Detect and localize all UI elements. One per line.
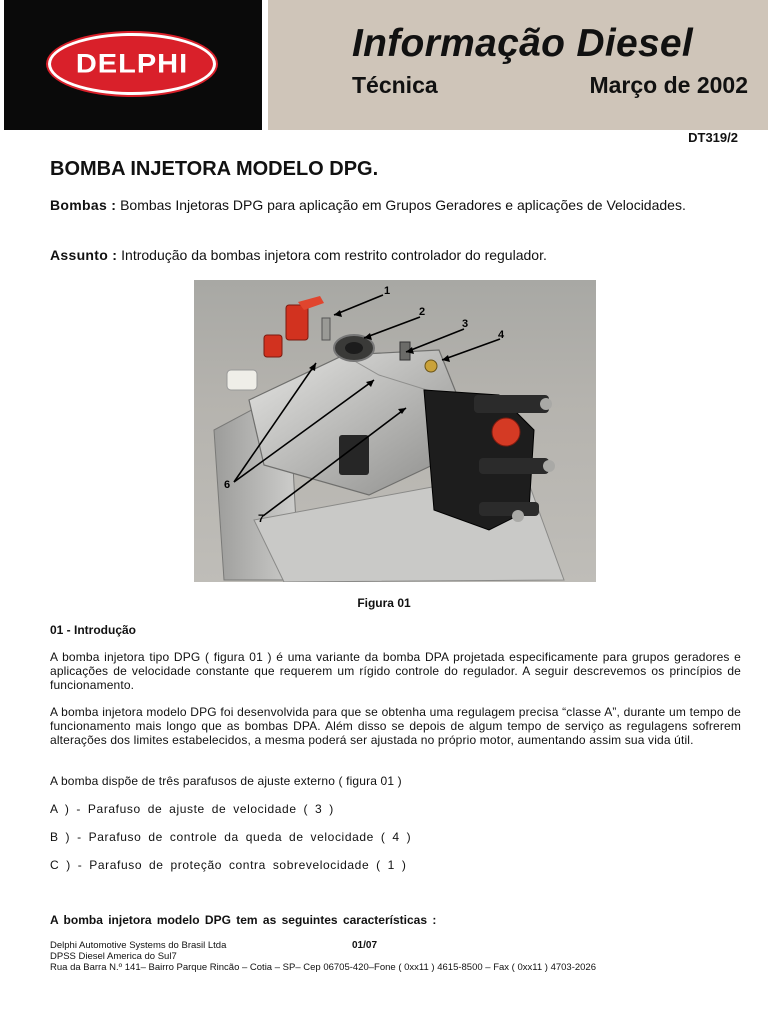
header-title: Informação Diesel [352,22,694,65]
list-item: A ) - Parafuso de ajuste de velocidade ( 3 ) [50,802,334,816]
pump-illustration [194,280,596,582]
header-date: Março de 2002 [589,72,748,98]
callout-2: 2 [419,306,426,318]
callout-4: 4 [498,329,505,341]
bombas-text: Bombas Injetoras DPG para aplicação em Grupos Geradores e aplicações de Velocidades. [116,197,686,213]
intro-paragraph-1: A bomba injetora tipo DPG ( figura 01 ) é uma variante da bomba DPA projetada especificamente para grupos geradores e aplicações de velocidade constante que requerem um rígido controle do regulador. A seguir descrevemos os princípios de funcionamento. [50,650,741,692]
assunto-label: Assunto : [50,247,118,263]
figure-caption: Figura 01 [357,596,411,610]
document-code: DT319/2 [688,130,738,145]
callout-7: 7 [258,513,265,525]
callout-6: 6 [224,479,231,491]
callout-3: 3 [462,318,469,330]
pump-photo [194,280,596,582]
callout-1: 1 [384,285,391,297]
footer-division: DPSS Diesel America do Sul7 [50,951,177,962]
footer-company: Delphi Automotive Systems do Brasil Ltda [50,940,227,951]
intro-paragraph-2: A bomba injetora modelo DPG foi desenvolvida para que se obtenha uma regulagem precisa “classe A”, durante um tempo de funcionamento mais longo que as bombas DPA. Além disso se depois de algum tempo de serviço as regulagens sofrerem alterações dos limites estabelecidos, a mesma poderá ser ajustada no próprio motor, aumentando assim sua vida útil. [50,705,741,747]
assunto-paragraph [50,247,690,263]
assunto-text: Introdução da bombas injetora com restrito controlador do regulador. [117,247,547,263]
header-subtitle: Técnica [352,72,438,98]
intro-paragraph-3: A bomba dispõe de três parafusos de ajuste externo ( figura 01 ) [50,774,402,788]
footer-address: Rua da Barra N.º 141– Bairro Parque Rincão – Cotia – SP– Cep 06705-420–Fone ( 0xx11 ) 4615-8500 – Fax ( 0xx11 ) 4703-2026 [50,962,597,973]
features-heading: A bomba injetora modelo DPG tem as seguintes características : [50,913,437,927]
section-heading: 01 - Introdução [50,623,137,637]
logo-wordmark: DELPHI [75,48,189,79]
bombas-label: Bombas : [50,197,117,213]
list-item: B ) - Parafuso de controle da queda de velocidade ( 4 ) [50,830,412,844]
document-title: BOMBA INJETORA MODELO DPG. [50,158,379,180]
list-item: C ) - Parafuso de proteção contra sobrevelocidade ( 1 ) [50,858,407,872]
page-number: 01/07 [352,940,378,951]
bombas-paragraph [50,197,690,213]
delphi-logo [48,33,216,95]
